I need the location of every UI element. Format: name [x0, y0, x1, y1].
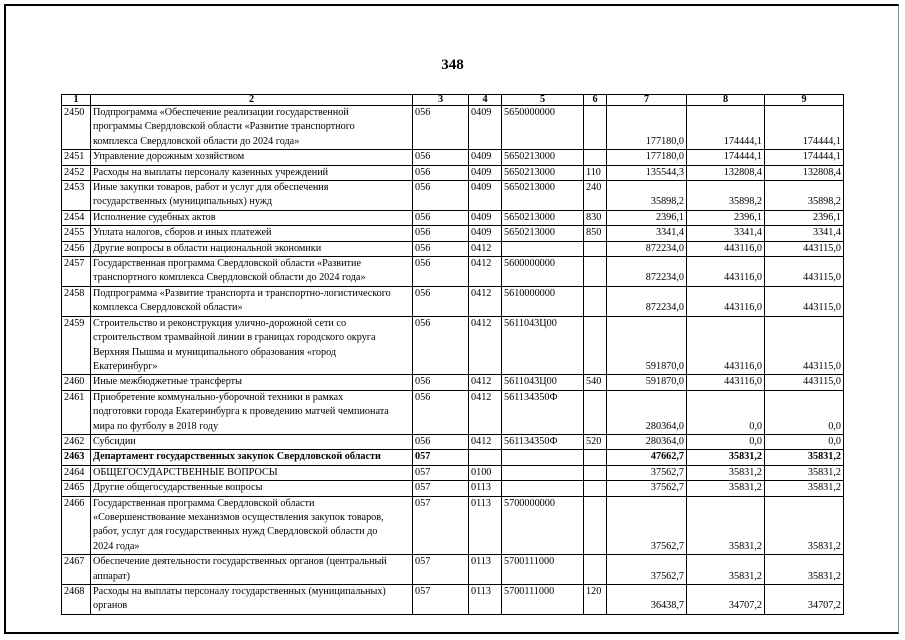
table-row — [62, 181, 844, 211]
budget-table — [61, 94, 844, 615]
target-article-code: 5700111000 — [502, 555, 584, 585]
table-row — [62, 434, 844, 449]
ministry-code: 056 — [413, 375, 469, 390]
row-name — [91, 150, 413, 165]
row-name-line: строительством трамвайной линии в границах городского округа — [93, 332, 376, 344]
row-name-line: комплекса Свердловской области» — [93, 302, 243, 314]
row-name-line: Другие вопросы в области национальной экономики — [93, 242, 322, 254]
section-code: 0412 — [469, 241, 502, 256]
amount-col7: 35898,2 — [607, 181, 687, 211]
row-name-line: Другие общегосударственные вопросы — [93, 482, 263, 494]
amount-col7: 872234,0 — [607, 286, 687, 316]
row-number: 2467 — [62, 555, 91, 585]
row-name — [91, 375, 413, 390]
row-name-line: программы Свердловской области «Развитие транспортного — [93, 121, 355, 133]
amount-col9: 35831,2 — [765, 465, 844, 480]
amount-col9: 3341,4 — [765, 226, 844, 241]
table-row — [62, 316, 844, 375]
amount-col8: 35831,2 — [687, 496, 765, 555]
header-row — [62, 95, 844, 106]
row-name-line: подготовки города Екатеринбурга к проведению матчей чемпионата — [93, 406, 389, 418]
expense-type-code — [584, 390, 607, 434]
row-name-line: 2024 года» — [93, 540, 140, 552]
column-header-9: 9 — [765, 95, 844, 106]
table-row — [62, 585, 844, 615]
amount-col7: 591870,0 — [607, 375, 687, 390]
row-name-line: комплекса Свердловской области до 2024 года» — [93, 135, 300, 147]
target-article-code: 5600000000 — [502, 257, 584, 287]
amount-col7: 872234,0 — [607, 241, 687, 256]
amount-col8: 0,0 — [687, 390, 765, 434]
amount-col9: 443115,0 — [765, 241, 844, 256]
row-name — [91, 465, 413, 480]
expense-type-code — [584, 555, 607, 585]
row-number: 2453 — [62, 181, 91, 211]
expense-type-code — [584, 106, 607, 150]
page-number: 348 — [441, 57, 464, 73]
table-row — [62, 481, 844, 496]
column-header-2: 2 — [91, 95, 413, 106]
target-article-code: 561134350Ф — [502, 390, 584, 434]
row-name-line: Управление дорожным хозяйством — [93, 151, 245, 163]
table-row — [62, 286, 844, 316]
amount-col7: 280364,0 — [607, 390, 687, 434]
row-name-line: мира по футболу в 2018 году — [93, 420, 219, 432]
amount-col9: 35831,2 — [765, 496, 844, 555]
row-name — [91, 585, 413, 615]
row-name-line: Государственная программа Свердловской области «Развитие — [93, 258, 361, 270]
section-code: 0412 — [469, 257, 502, 287]
ministry-code: 057 — [413, 555, 469, 585]
amount-col7: 37562,7 — [607, 555, 687, 585]
row-name — [91, 496, 413, 555]
row-name-line: Верхняя Пышма и муниципального образования «город — [93, 346, 337, 358]
target-article-code: 5650213000 — [502, 226, 584, 241]
expense-type-code — [584, 286, 607, 316]
row-name-line: Екатеринбург» — [93, 360, 158, 372]
row-number: 2450 — [62, 106, 91, 150]
table-row — [62, 257, 844, 287]
target-article-code — [502, 465, 584, 480]
ministry-code: 056 — [413, 390, 469, 434]
section-code — [469, 450, 502, 465]
row-name-line: Государственная программа Свердловской области — [93, 497, 315, 509]
column-header-3: 3 — [413, 95, 469, 106]
row-name-line: Приобретение коммунально-уборочной техники в рамках — [93, 391, 344, 403]
section-code: 0100 — [469, 465, 502, 480]
amount-col9: 443115,0 — [765, 375, 844, 390]
amount-col7: 177180,0 — [607, 150, 687, 165]
row-name-line: «Совершенствование механизмов осуществления закупок товаров, — [93, 511, 384, 523]
amount-col7: 177180,0 — [607, 106, 687, 150]
table-row — [62, 465, 844, 480]
expense-type-code — [584, 465, 607, 480]
row-name-line: государственных (муниципальных) нужд — [93, 196, 273, 208]
row-name — [91, 390, 413, 434]
amount-col8: 174444,1 — [687, 150, 765, 165]
section-code: 0412 — [469, 316, 502, 375]
amount-col7: 280364,0 — [607, 434, 687, 449]
ministry-code: 056 — [413, 165, 469, 180]
row-name-line: Уплата налогов, сборов и иных платежей — [93, 227, 272, 239]
row-number: 2457 — [62, 257, 91, 287]
table-row — [62, 375, 844, 390]
amount-col9: 132808,4 — [765, 165, 844, 180]
amount-col7: 47662,7 — [607, 450, 687, 465]
amount-col8: 35831,2 — [687, 450, 765, 465]
target-article-code — [502, 481, 584, 496]
target-article-code: 5650213000 — [502, 181, 584, 211]
column-header-4: 4 — [469, 95, 502, 106]
amount-col8: 443116,0 — [687, 286, 765, 316]
amount-col8: 174444,1 — [687, 106, 765, 150]
target-article-code: 5650213000 — [502, 165, 584, 180]
column-header-7: 7 — [607, 95, 687, 106]
expense-type-code: 540 — [584, 375, 607, 390]
ministry-code: 056 — [413, 434, 469, 449]
expense-type-code: 520 — [584, 434, 607, 449]
table-row — [62, 450, 844, 465]
ministry-code: 057 — [413, 585, 469, 615]
section-code: 0409 — [469, 226, 502, 241]
row-name-line: Департамент государственных закупок Свердловской области — [93, 451, 381, 463]
expense-type-code: 110 — [584, 165, 607, 180]
section-code: 0409 — [469, 106, 502, 150]
expense-type-code: 850 — [584, 226, 607, 241]
amount-col8: 35831,2 — [687, 555, 765, 585]
amount-col8: 2396,1 — [687, 210, 765, 225]
target-article-code: 5650000000 — [502, 106, 584, 150]
amount-col8: 443116,0 — [687, 257, 765, 287]
ministry-code: 056 — [413, 286, 469, 316]
row-name-line: органов — [93, 600, 128, 612]
row-name-line: Подпрограмма «Развитие транспорта и транспортно-логистического — [93, 287, 391, 299]
row-name-line: Расходы на выплаты персоналу государственных (муниципальных) — [93, 586, 386, 597]
amount-col9: 443115,0 — [765, 286, 844, 316]
expense-type-code — [584, 257, 607, 287]
amount-col7: 135544,3 — [607, 165, 687, 180]
amount-col9: 0,0 — [765, 434, 844, 449]
section-code: 0113 — [469, 481, 502, 496]
table-row — [62, 241, 844, 256]
row-name-line: Субсидии — [93, 435, 136, 447]
amount-col7: 37562,7 — [607, 465, 687, 480]
row-number: 2452 — [62, 165, 91, 180]
row-number: 2465 — [62, 481, 91, 496]
expense-type-code: 240 — [584, 181, 607, 211]
expense-type-code: 120 — [584, 585, 607, 615]
target-article-code: 5700111000 — [502, 585, 584, 615]
amount-col9: 174444,1 — [765, 106, 844, 150]
row-name-line: Иные закупки товаров, работ и услуг для обеспечения — [93, 182, 329, 194]
expense-type-code — [584, 316, 607, 375]
row-number: 2466 — [62, 496, 91, 555]
target-article-code — [502, 241, 584, 256]
amount-col9: 2396,1 — [765, 210, 844, 225]
ministry-code: 056 — [413, 150, 469, 165]
section-code: 0409 — [469, 181, 502, 211]
target-article-code: 5611043Ц00 — [502, 316, 584, 375]
expense-type-code — [584, 150, 607, 165]
ministry-code: 057 — [413, 465, 469, 480]
table-row — [62, 555, 844, 585]
section-code: 0409 — [469, 210, 502, 225]
section-code: 0412 — [469, 286, 502, 316]
row-name — [91, 181, 413, 211]
row-number: 2462 — [62, 434, 91, 449]
target-article-code: 5650213000 — [502, 150, 584, 165]
row-name — [91, 481, 413, 496]
expense-type-code — [584, 450, 607, 465]
ministry-code: 057 — [413, 450, 469, 465]
row-name — [91, 257, 413, 287]
section-code: 0412 — [469, 390, 502, 434]
row-name-line: ОБЩЕГОСУДАРСТВЕННЫЕ ВОПРОСЫ — [93, 466, 278, 478]
table-row — [62, 165, 844, 180]
amount-col9: 35831,2 — [765, 481, 844, 496]
row-number: 2461 — [62, 390, 91, 434]
amount-col7: 2396,1 — [607, 210, 687, 225]
amount-col9: 35831,2 — [765, 450, 844, 465]
amount-col8: 0,0 — [687, 434, 765, 449]
row-number: 2458 — [62, 286, 91, 316]
table-row — [62, 210, 844, 225]
column-header-8: 8 — [687, 95, 765, 106]
row-number: 2468 — [62, 585, 91, 615]
section-code: 0113 — [469, 555, 502, 585]
row-name — [91, 106, 413, 150]
ministry-code: 056 — [413, 226, 469, 241]
amount-col8: 443116,0 — [687, 241, 765, 256]
row-number: 2451 — [62, 150, 91, 165]
row-number: 2463 — [62, 450, 91, 465]
row-name — [91, 241, 413, 256]
row-name-line: Исполнение судебных актов — [93, 211, 216, 223]
amount-col7: 37562,7 — [607, 481, 687, 496]
section-code: 0409 — [469, 165, 502, 180]
target-article-code: 5610000000 — [502, 286, 584, 316]
column-header-5: 5 — [502, 95, 584, 106]
row-number: 2459 — [62, 316, 91, 375]
target-article-code: 561134350Ф — [502, 434, 584, 449]
amount-col8: 443116,0 — [687, 375, 765, 390]
row-name-line: аппарат) — [93, 570, 131, 582]
amount-col7: 36438,7 — [607, 585, 687, 615]
amount-col8: 34707,2 — [687, 585, 765, 615]
ministry-code: 056 — [413, 181, 469, 211]
row-number: 2460 — [62, 375, 91, 390]
ministry-code: 056 — [413, 316, 469, 375]
expense-type-code — [584, 496, 607, 555]
table-row — [62, 226, 844, 241]
amount-col9: 443115,0 — [765, 316, 844, 375]
row-number: 2454 — [62, 210, 91, 225]
section-code: 0412 — [469, 434, 502, 449]
row-name-line: работ, услуг для государственных нужд Свердловской области до — [93, 526, 378, 538]
column-header-1: 1 — [62, 95, 91, 106]
row-name-line: Строительство и реконструкция улично-дорожной сети со — [93, 317, 347, 329]
amount-col7: 37562,7 — [607, 496, 687, 555]
amount-col8: 3341,4 — [687, 226, 765, 241]
ministry-code: 056 — [413, 106, 469, 150]
row-name — [91, 434, 413, 449]
target-article-code: 5650213000 — [502, 210, 584, 225]
row-name — [91, 226, 413, 241]
expense-type-code: 830 — [584, 210, 607, 225]
row-name — [91, 286, 413, 316]
table-row — [62, 496, 844, 555]
row-name — [91, 450, 413, 465]
amount-col7: 872234,0 — [607, 257, 687, 287]
amount-col7: 3341,4 — [607, 226, 687, 241]
section-code: 0113 — [469, 585, 502, 615]
amount-col8: 132808,4 — [687, 165, 765, 180]
amount-col8: 35898,2 — [687, 181, 765, 211]
amount-col8: 35831,2 — [687, 465, 765, 480]
amount-col9: 174444,1 — [765, 150, 844, 165]
section-code: 0113 — [469, 496, 502, 555]
amount-col8: 443116,0 — [687, 316, 765, 375]
ministry-code: 056 — [413, 241, 469, 256]
table-body — [62, 95, 844, 615]
row-number: 2455 — [62, 226, 91, 241]
amount-col9: 443115,0 — [765, 257, 844, 287]
amount-col9: 35831,2 — [765, 555, 844, 585]
target-article-code — [502, 450, 584, 465]
section-code: 0409 — [469, 150, 502, 165]
ministry-code: 056 — [413, 257, 469, 287]
table-row — [62, 390, 844, 434]
row-name-line: транспортного комплекса Свердловской области до 2024 года» — [93, 272, 366, 284]
ministry-code: 057 — [413, 496, 469, 555]
expense-type-code — [584, 241, 607, 256]
column-header-6: 6 — [584, 95, 607, 106]
ministry-code: 056 — [413, 210, 469, 225]
amount-col8: 35831,2 — [687, 481, 765, 496]
row-name — [91, 555, 413, 585]
row-name-line: Обеспечение деятельности государственных органов (центральный — [93, 556, 387, 568]
amount-col9: 0,0 — [765, 390, 844, 434]
table-row — [62, 150, 844, 165]
section-code: 0412 — [469, 375, 502, 390]
row-name-line: Иные межбюджетные трансферты — [93, 376, 242, 388]
row-number: 2456 — [62, 241, 91, 256]
target-article-code: 5700000000 — [502, 496, 584, 555]
row-name-line: Расходы на выплаты персоналу казенных учреждений — [93, 166, 329, 178]
row-name — [91, 165, 413, 180]
target-article-code: 5611043Ц00 — [502, 375, 584, 390]
table-row — [62, 106, 844, 150]
amount-col7: 591870,0 — [607, 316, 687, 375]
row-name — [91, 316, 413, 375]
ministry-code: 057 — [413, 481, 469, 496]
amount-col9: 35898,2 — [765, 181, 844, 211]
row-name-line: Подпрограмма «Обеспечение реализации государственной — [93, 107, 349, 118]
row-name — [91, 210, 413, 225]
expense-type-code — [584, 481, 607, 496]
amount-col9: 34707,2 — [765, 585, 844, 615]
row-number: 2464 — [62, 465, 91, 480]
